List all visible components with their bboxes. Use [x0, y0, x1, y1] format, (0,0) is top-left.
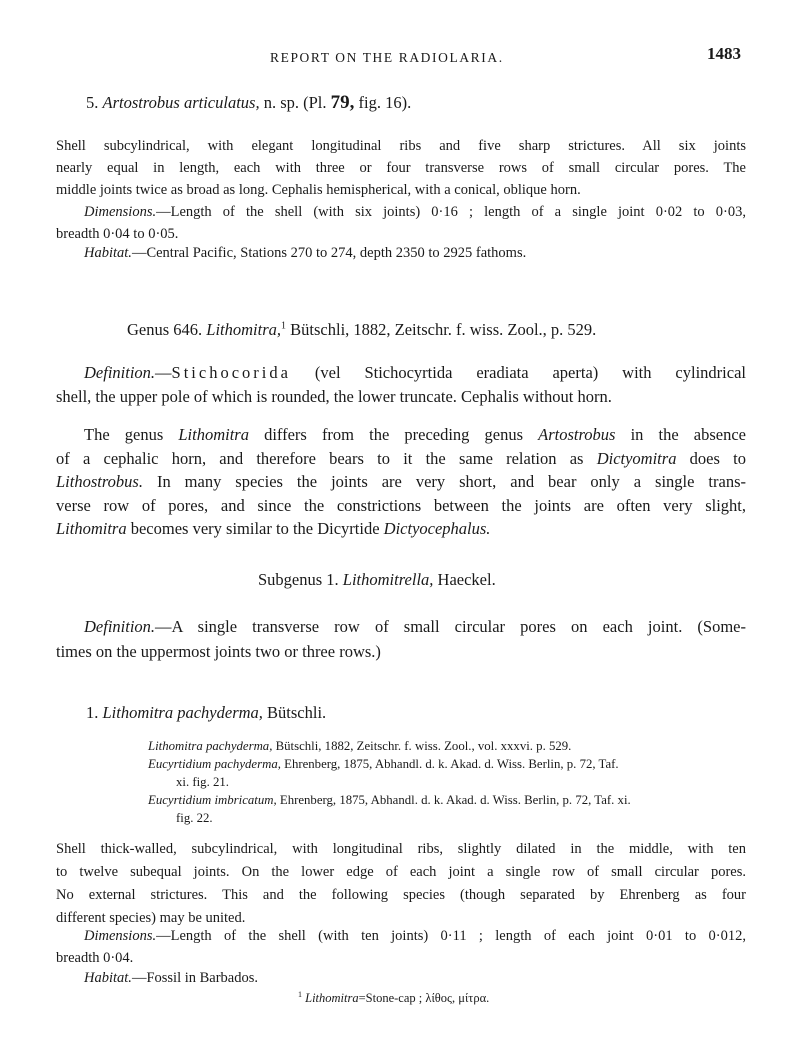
desc-line: Shell subcylindrical, with elegant longitudinal ribs and five sharp strictures. All six joints	[56, 138, 746, 154]
species-1-description	[56, 838, 746, 930]
desc-line: Shell thick-walled, subcylindrical, with longitudinal ribs, slightly dilated in the middle, with ten	[56, 841, 746, 857]
paragraph-line: The genus Lithomitra differs from the preceding genus Artostrobus in the absence	[84, 425, 746, 444]
synonym-continuation: xi. fig. 21.	[176, 775, 229, 789]
genus-authority: Bütschli, 1882, Zeitschr. f. wiss. Zool., p. 529.	[286, 320, 597, 339]
footnote-text: =Stone-cap ; λίθος, μίτρα.	[358, 991, 490, 1006]
definition-label: Definition.	[84, 363, 156, 382]
stichocorida-term: Stichocorida	[171, 363, 291, 382]
definition-line: Definition.—Stichocorida (vel Stichocyrtida eradiata aperta) with cylindrical	[84, 363, 746, 382]
definition-line: Definition.—A single transverse row of small circular pores on each joint. (Some-	[84, 617, 746, 636]
genus-name: Lithomitra,	[206, 320, 282, 339]
species-name: Lithomitra pachyderma,	[102, 703, 263, 722]
subgenus-heading	[258, 570, 496, 590]
paragraph-line: of a cephalic horn, and therefore bears to it the same relation as Dictyomitra does to	[56, 448, 746, 468]
definition-line: shell, the upper pole of which is rounded, the lower truncate. Cephalis without horn.	[56, 387, 612, 406]
running-title: REPORT ON THE RADIOLARIA.	[270, 50, 504, 65]
species-number: 5.	[86, 93, 99, 112]
dimensions-label: Dimensions.	[84, 928, 157, 944]
dimensions-line: Dimensions.—Length of the shell (with ten joints) 0·11 ; length of each joint 0·01 to 0·012,	[84, 928, 746, 944]
footnote	[298, 990, 489, 1006]
synonym-entry: Lithomitra pachyderma, Bütschli, 1882, Zeitschr. f. wiss. Zool., vol. xxxvi. p. 529.	[148, 739, 572, 753]
species-1-habitat	[84, 970, 258, 987]
desc-line: middle joints twice as broad as long. Cephalis hemispherical, with a conical, oblique horn.	[56, 182, 581, 198]
genus-discussion	[56, 423, 746, 541]
species-5-heading	[86, 92, 411, 114]
paragraph-line: Lithostrobus. In many species the joints are very short, and bear only a single trans-	[56, 472, 746, 491]
page-number: 1483	[707, 44, 741, 63]
species-author: Bütschli.	[262, 703, 327, 722]
desc-line: to twelve subequal joints. On the lower edge of each joint a single row of small circular pores.	[56, 864, 746, 880]
footnote-ref: 1	[281, 320, 287, 332]
subgenus-number: Subgenus 1.	[258, 570, 339, 589]
habitat-label: Habitat.	[84, 245, 132, 261]
paragraph-line: Lithomitra becomes very similar to the Dicyrtide Dictyocephalus.	[56, 519, 491, 538]
synonymy-list	[148, 737, 631, 827]
genus-number: Genus 646.	[127, 320, 203, 339]
species-1-dimensions	[56, 925, 746, 969]
species-5-description	[56, 135, 746, 201]
habitat-label: Habitat.	[84, 970, 132, 986]
species-5-habitat	[84, 245, 526, 262]
synonym-continuation: fig. 22.	[176, 811, 213, 825]
footnote-mark: 1	[298, 990, 302, 999]
plate-number: 79,	[330, 92, 355, 113]
dimensions-label: Dimensions.	[84, 204, 157, 220]
genus-heading	[127, 320, 596, 340]
genus-definition	[56, 361, 746, 409]
desc-line: No external strictures. This and the following species (though separated by Ehrenberg as four	[56, 887, 746, 903]
habitat-text: —Central Pacific, Stations 270 to 274, depth 2350 to 2925 fathoms.	[131, 245, 527, 261]
synonym-entry: Eucyrtidium pachyderma, Ehrenberg, 1875, Abhandl. d. k. Akad. d. Wiss. Berlin, p. 72, Taf.	[148, 757, 619, 771]
dimensions-line: breadth 0·04 to 0·05.	[56, 226, 179, 242]
definition-line: times on the uppermost joints two or three rows.)	[56, 642, 381, 661]
species-1-heading	[86, 703, 326, 723]
subgenus-definition	[56, 614, 746, 664]
species-5-dimensions	[56, 201, 746, 245]
figure-reference: fig. 16).	[358, 93, 412, 112]
paragraph-line: verse row of pores, and since the constrictions between the joints are often very slight,	[56, 495, 746, 515]
dimensions-line: Dimensions.—Length of the shell (with six joints) 0·16 ; length of a single joint 0·02 to 0·03,	[84, 204, 746, 220]
footnote-term: Lithomitra	[305, 991, 359, 1006]
desc-line: different species) may be united.	[56, 910, 246, 926]
species-reference: n. sp. (Pl.	[263, 93, 327, 112]
species-name: Artostrobus articulatus,	[102, 93, 260, 112]
habitat-text: —Fossil in Barbados.	[131, 970, 259, 986]
subgenus-author: Haeckel.	[433, 570, 496, 589]
desc-line: nearly equal in length, each with three or four transverse rows of small circular pores. The	[56, 160, 746, 176]
species-number: 1.	[86, 703, 99, 722]
dimensions-line: breadth 0·04.	[56, 950, 134, 966]
synonym-entry: Eucyrtidium imbricatum, Ehrenberg, 1875, Abhandl. d. k. Akad. d. Wiss. Berlin, p. 72, Taf. xi.	[148, 793, 631, 807]
subgenus-name: Lithomitrella,	[342, 570, 434, 589]
definition-label: Definition.	[84, 617, 156, 636]
